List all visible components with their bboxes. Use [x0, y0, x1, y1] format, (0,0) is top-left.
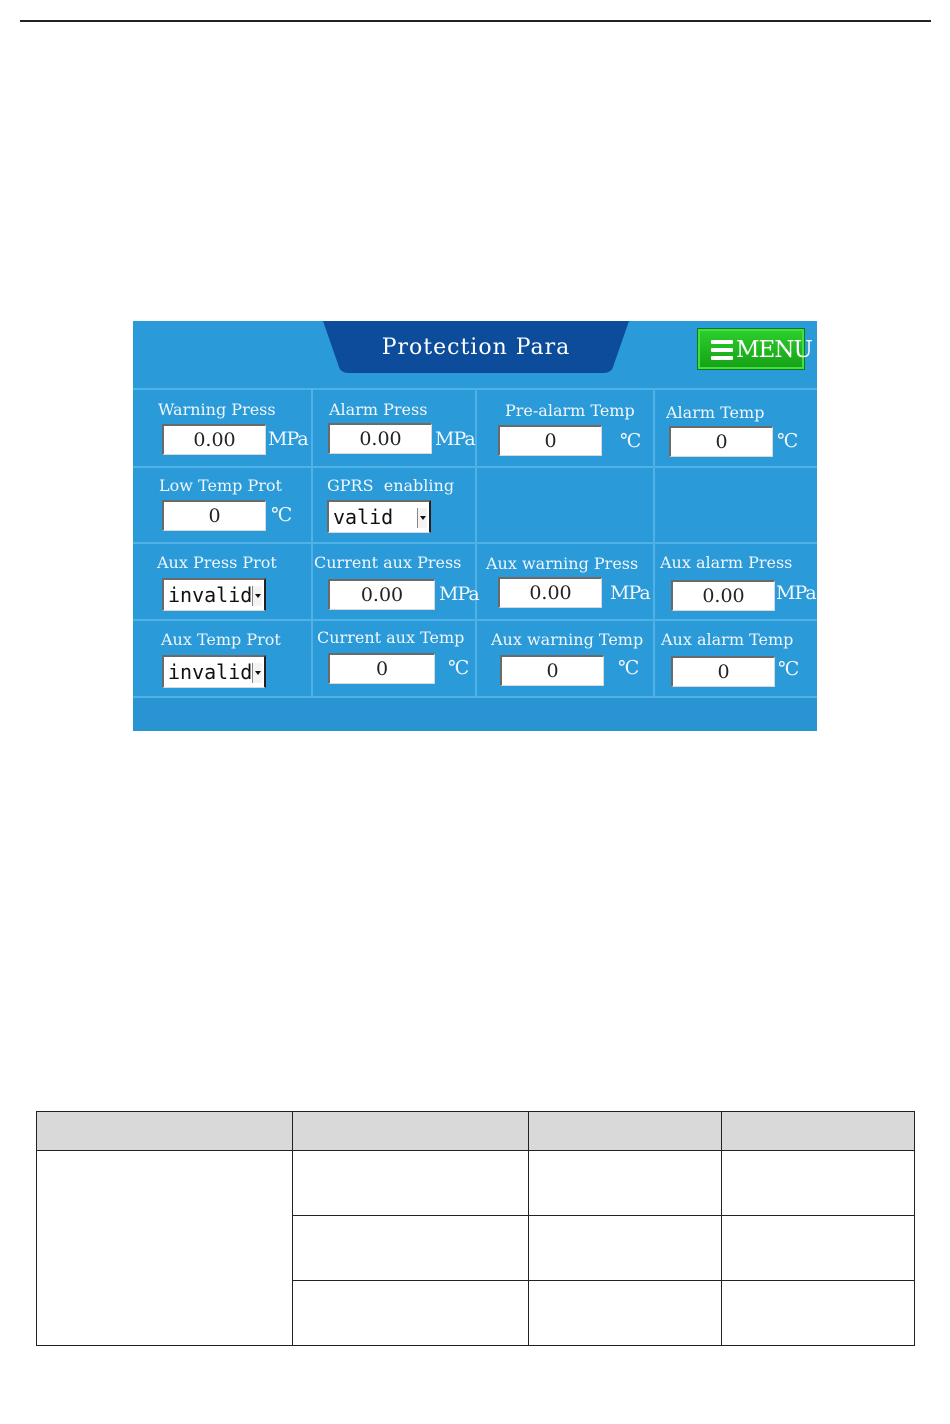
protection-para-screen: [133, 321, 817, 731]
table-header-row: [37, 1112, 915, 1151]
table-cell: [529, 1216, 722, 1281]
table-cell: [529, 1151, 722, 1216]
prealarm-temp-unit: ℃: [620, 430, 641, 452]
table-cell: [722, 1151, 915, 1216]
aux-press-prot-value: invalid: [168, 583, 253, 607]
gprs-enabling-select[interactable]: [327, 500, 431, 533]
alarm-press-label: Alarm Press: [329, 400, 428, 419]
current-aux-temp-unit: ℃: [448, 657, 469, 679]
aux-warning-press-label: Aux warning Press: [486, 554, 639, 573]
title-tab: [323, 321, 629, 373]
aux-warning-press-input[interactable]: 0.00: [498, 577, 602, 608]
aux-alarm-press-input[interactable]: 0.00: [671, 580, 775, 611]
table-header-cell: [293, 1112, 529, 1151]
alarm-press-unit: MPa: [435, 428, 475, 450]
aux-alarm-temp-label: Aux alarm Temp: [661, 630, 794, 649]
aux-press-prot-select[interactable]: [162, 578, 266, 611]
aux-temp-prot-value: invalid: [168, 660, 253, 684]
aux-alarm-temp-input[interactable]: 0: [671, 656, 775, 687]
table-cell: [293, 1216, 529, 1281]
aux-temp-prot-select[interactable]: [162, 655, 266, 688]
bottom-strip: [133, 698, 817, 731]
current-aux-press-label: Current aux Press: [314, 553, 462, 572]
grid-line: [311, 390, 313, 698]
menu-button-label: MENU: [736, 337, 812, 363]
alarm-temp-input[interactable]: 0: [669, 426, 773, 457]
chevron-down-icon: [252, 586, 262, 606]
aux-warning-temp-label: Aux warning Temp: [491, 630, 644, 649]
current-aux-temp-label: Current aux Temp: [317, 628, 465, 647]
warning-press-label: Warning Press: [158, 400, 276, 419]
aux-alarm-press-unit: MPa: [776, 582, 816, 604]
prealarm-temp-input[interactable]: 0: [498, 425, 602, 456]
blank-table: [36, 1111, 915, 1346]
aux-warning-temp-input[interactable]: 0: [500, 655, 604, 686]
aux-press-prot-label: Aux Press Prot: [157, 553, 277, 572]
warning-press-unit: MPa: [268, 428, 308, 450]
hamburger-icon: [711, 340, 733, 360]
table-cell: [529, 1281, 722, 1346]
aux-alarm-temp-unit: ℃: [778, 658, 799, 680]
table-row: [37, 1151, 915, 1216]
aux-alarm-press-label: Aux alarm Press: [660, 553, 793, 572]
alarm-press-input[interactable]: 0.00: [328, 423, 432, 454]
table-header-cell: [722, 1112, 915, 1151]
table-cell: [722, 1216, 915, 1281]
current-aux-temp-input[interactable]: 0: [328, 653, 435, 684]
aux-warning-press-unit: MPa: [610, 582, 650, 604]
menu-button[interactable]: [697, 328, 812, 370]
warning-press-input[interactable]: 0.00: [162, 424, 266, 455]
table-header-cell: [37, 1112, 293, 1151]
table-cell: [293, 1151, 529, 1216]
chevron-down-icon: [252, 663, 262, 683]
low-temp-prot-label: Low Temp Prot: [159, 476, 282, 495]
aux-temp-prot-label: Aux Temp Prot: [161, 630, 281, 649]
table-cell: [37, 1151, 293, 1346]
gprs-enabling-value: valid: [333, 505, 394, 529]
page-top-rule: [20, 20, 931, 22]
screen-title: Protection Para: [381, 335, 571, 360]
table-cell: [293, 1281, 529, 1346]
alarm-temp-label: Alarm Temp: [666, 403, 765, 422]
grid-line: [653, 390, 655, 698]
current-aux-press-unit: MPa: [439, 583, 479, 605]
chevron-down-icon: [417, 508, 427, 528]
low-temp-prot-input[interactable]: 0: [162, 500, 266, 531]
grid-line: [475, 390, 477, 698]
aux-warning-temp-unit: ℃: [618, 657, 639, 679]
low-temp-prot-unit: ℃: [271, 504, 292, 526]
gprs-enabling-label: GPRS enabling: [327, 476, 455, 495]
prealarm-temp-label: Pre-alarm Temp: [505, 401, 635, 420]
current-aux-press-input[interactable]: 0.00: [328, 579, 435, 610]
table-header-cell: [529, 1112, 722, 1151]
table-cell: [722, 1281, 915, 1346]
alarm-temp-unit: ℃: [777, 430, 798, 452]
